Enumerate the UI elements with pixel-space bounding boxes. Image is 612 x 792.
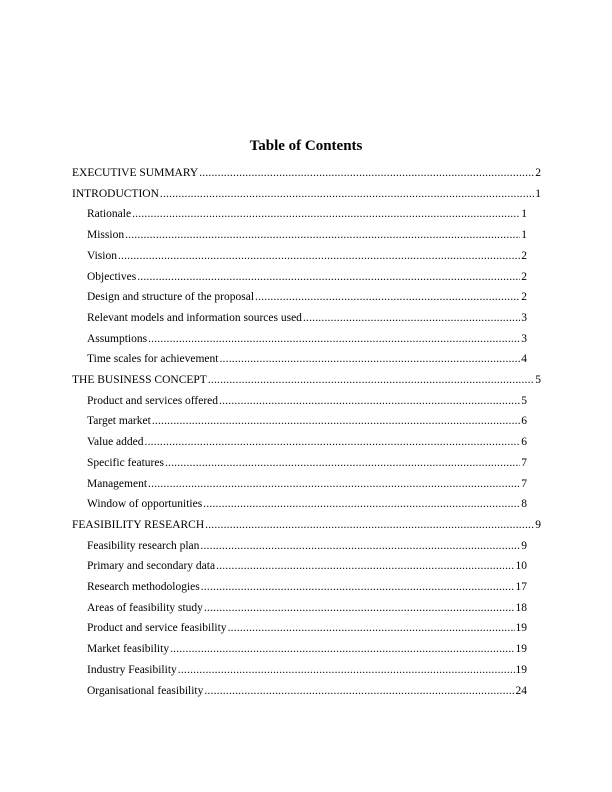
- toc-dot-leader: [160, 187, 534, 201]
- toc-dot-leader: [125, 228, 520, 242]
- toc-entry-label: Design and structure of the proposal: [87, 291, 255, 304]
- toc-entry-page-number: 7: [521, 477, 527, 490]
- toc-dot-leader: [199, 166, 534, 180]
- toc-dot-leader: [216, 559, 514, 573]
- toc-dot-leader: [200, 539, 520, 553]
- toc-entry-page-number: 6: [521, 415, 527, 428]
- toc-dot-leader: [219, 394, 520, 408]
- toc-entry-page-number: 6: [521, 436, 527, 449]
- toc-entry[interactable]: [72, 373, 541, 387]
- toc-entry-page-number: 9: [521, 539, 527, 552]
- toc-entry-page-number: 3: [521, 332, 527, 345]
- toc-entry[interactable]: [87, 663, 527, 677]
- toc-dot-leader: [208, 373, 534, 387]
- toc-dot-leader: [148, 332, 520, 346]
- toc-entry-page-number: 2: [521, 270, 527, 283]
- toc-entry-page-number: 19: [515, 663, 527, 676]
- toc-entry-page-number: 1: [521, 208, 527, 221]
- toc-entry-page-number: 1: [521, 229, 527, 242]
- toc-dot-leader: [201, 580, 515, 594]
- toc-entry-label: Primary and secondary data: [87, 560, 216, 573]
- toc-entry-page-number: 2: [521, 291, 527, 304]
- toc-entry[interactable]: [87, 207, 527, 221]
- toc-entry[interactable]: [72, 187, 541, 201]
- toc-dot-leader: [204, 684, 514, 698]
- toc-dot-leader: [204, 601, 515, 615]
- toc-dot-leader: [219, 352, 520, 366]
- toc-entry-page-number: 3: [521, 311, 527, 324]
- toc-entry[interactable]: [87, 249, 527, 263]
- toc-entry-page-number: 2: [521, 249, 527, 262]
- toc-entry-label: Product and services offered: [87, 394, 219, 407]
- toc-entry-label: Organisational feasibility: [87, 684, 204, 697]
- toc-entry[interactable]: [72, 166, 541, 180]
- toc-dot-leader: [228, 621, 515, 635]
- toc-dot-leader: [255, 290, 520, 304]
- toc-dot-leader: [152, 414, 520, 428]
- toc-entry-page-number: 17: [515, 581, 527, 593]
- toc-dot-leader: [148, 477, 520, 491]
- toc-dot-leader: [303, 311, 520, 325]
- toc-entry-page-number: 1: [535, 187, 541, 200]
- toc-entry[interactable]: [87, 290, 527, 304]
- toc-entry[interactable]: [87, 311, 527, 325]
- toc-entry-label: Time scales for achievement: [87, 353, 219, 366]
- toc-entry-label: Target market: [87, 415, 151, 428]
- toc-entry-page-number: 9: [535, 518, 541, 531]
- toc-entry-page-number: 19: [515, 643, 527, 656]
- toc-entry[interactable]: [72, 518, 541, 532]
- toc-entry-page-number: 4: [521, 353, 527, 366]
- toc-entry-label: Relevant models and information sources used: [87, 311, 302, 324]
- toc-entry-label: Mission: [87, 229, 125, 242]
- toc-title: Table of Contents: [249, 138, 363, 154]
- toc-dot-leader: [170, 642, 514, 656]
- toc-entry[interactable]: [87, 477, 527, 491]
- toc-dot-leader: [203, 497, 520, 511]
- toc-entry[interactable]: [87, 435, 527, 449]
- toc-entry[interactable]: [87, 621, 527, 635]
- toc-entry[interactable]: [87, 270, 527, 284]
- toc-entry[interactable]: [87, 394, 527, 408]
- toc-entry[interactable]: [87, 228, 527, 242]
- toc-entry[interactable]: [87, 580, 527, 594]
- toc-entry-page-number: 8: [521, 498, 527, 511]
- toc-entry-label: Assumptions: [87, 332, 148, 345]
- toc-entry-label: Market feasibility: [87, 643, 170, 656]
- toc-entry[interactable]: [87, 497, 527, 511]
- toc-entry-label: Objectives: [87, 270, 137, 283]
- toc-dot-leader: [205, 518, 534, 532]
- toc-entry-page-number: 18: [515, 601, 527, 614]
- toc-entry-label: EXECUTIVE SUMMARY: [72, 167, 199, 179]
- toc-entry-page-number: 5: [521, 394, 527, 407]
- toc-entry-label: Window of opportunities: [87, 498, 203, 511]
- toc-entry-page-number: 2: [535, 167, 541, 179]
- toc-entry-page-number: 5: [535, 374, 541, 386]
- toc-entry-label: Rationale: [87, 208, 132, 221]
- toc-dot-leader: [178, 663, 515, 677]
- toc-dot-leader: [145, 435, 521, 449]
- toc-entry-label: INTRODUCTION: [72, 187, 159, 200]
- toc-entry-label: Areas of feasibility study: [87, 601, 203, 614]
- toc-entry-label: Management: [87, 477, 148, 490]
- toc-entry-page-number: 10: [515, 560, 527, 573]
- toc-dot-leader: [132, 207, 520, 221]
- toc-entry-label: Specific features: [87, 456, 164, 469]
- toc-entry-label: Feasibility research plan: [87, 539, 200, 552]
- toc-entry-page-number: 7: [521, 456, 527, 469]
- toc-entry[interactable]: [87, 684, 527, 698]
- toc-entry-label: Industry Feasibility: [87, 663, 177, 676]
- toc-entry[interactable]: [87, 456, 527, 470]
- toc-entry-label: Value added: [87, 436, 144, 449]
- toc-dot-leader: [118, 249, 520, 263]
- toc-entry-label: FEASIBILITY RESEARCH: [72, 518, 205, 531]
- toc-entry[interactable]: [87, 539, 527, 553]
- toc-entry-page-number: 19: [515, 622, 527, 635]
- toc-entry[interactable]: [87, 332, 527, 346]
- toc-entry[interactable]: [87, 559, 527, 573]
- toc-entry-label: Research methodologies: [87, 581, 200, 593]
- toc-entry-label: THE BUSINESS CONCEPT: [72, 374, 207, 386]
- toc-entry-page-number: 24: [515, 684, 527, 697]
- toc-entry-label: Vision: [87, 249, 117, 262]
- toc-dot-leader: [165, 456, 520, 470]
- toc-entry[interactable]: [87, 352, 527, 366]
- toc-dot-leader: [137, 270, 520, 284]
- toc-entry-label: Product and service feasibility: [87, 622, 227, 635]
- toc-entry[interactable]: [87, 601, 527, 615]
- toc-entry[interactable]: [87, 414, 527, 428]
- toc-entry[interactable]: [87, 642, 527, 656]
